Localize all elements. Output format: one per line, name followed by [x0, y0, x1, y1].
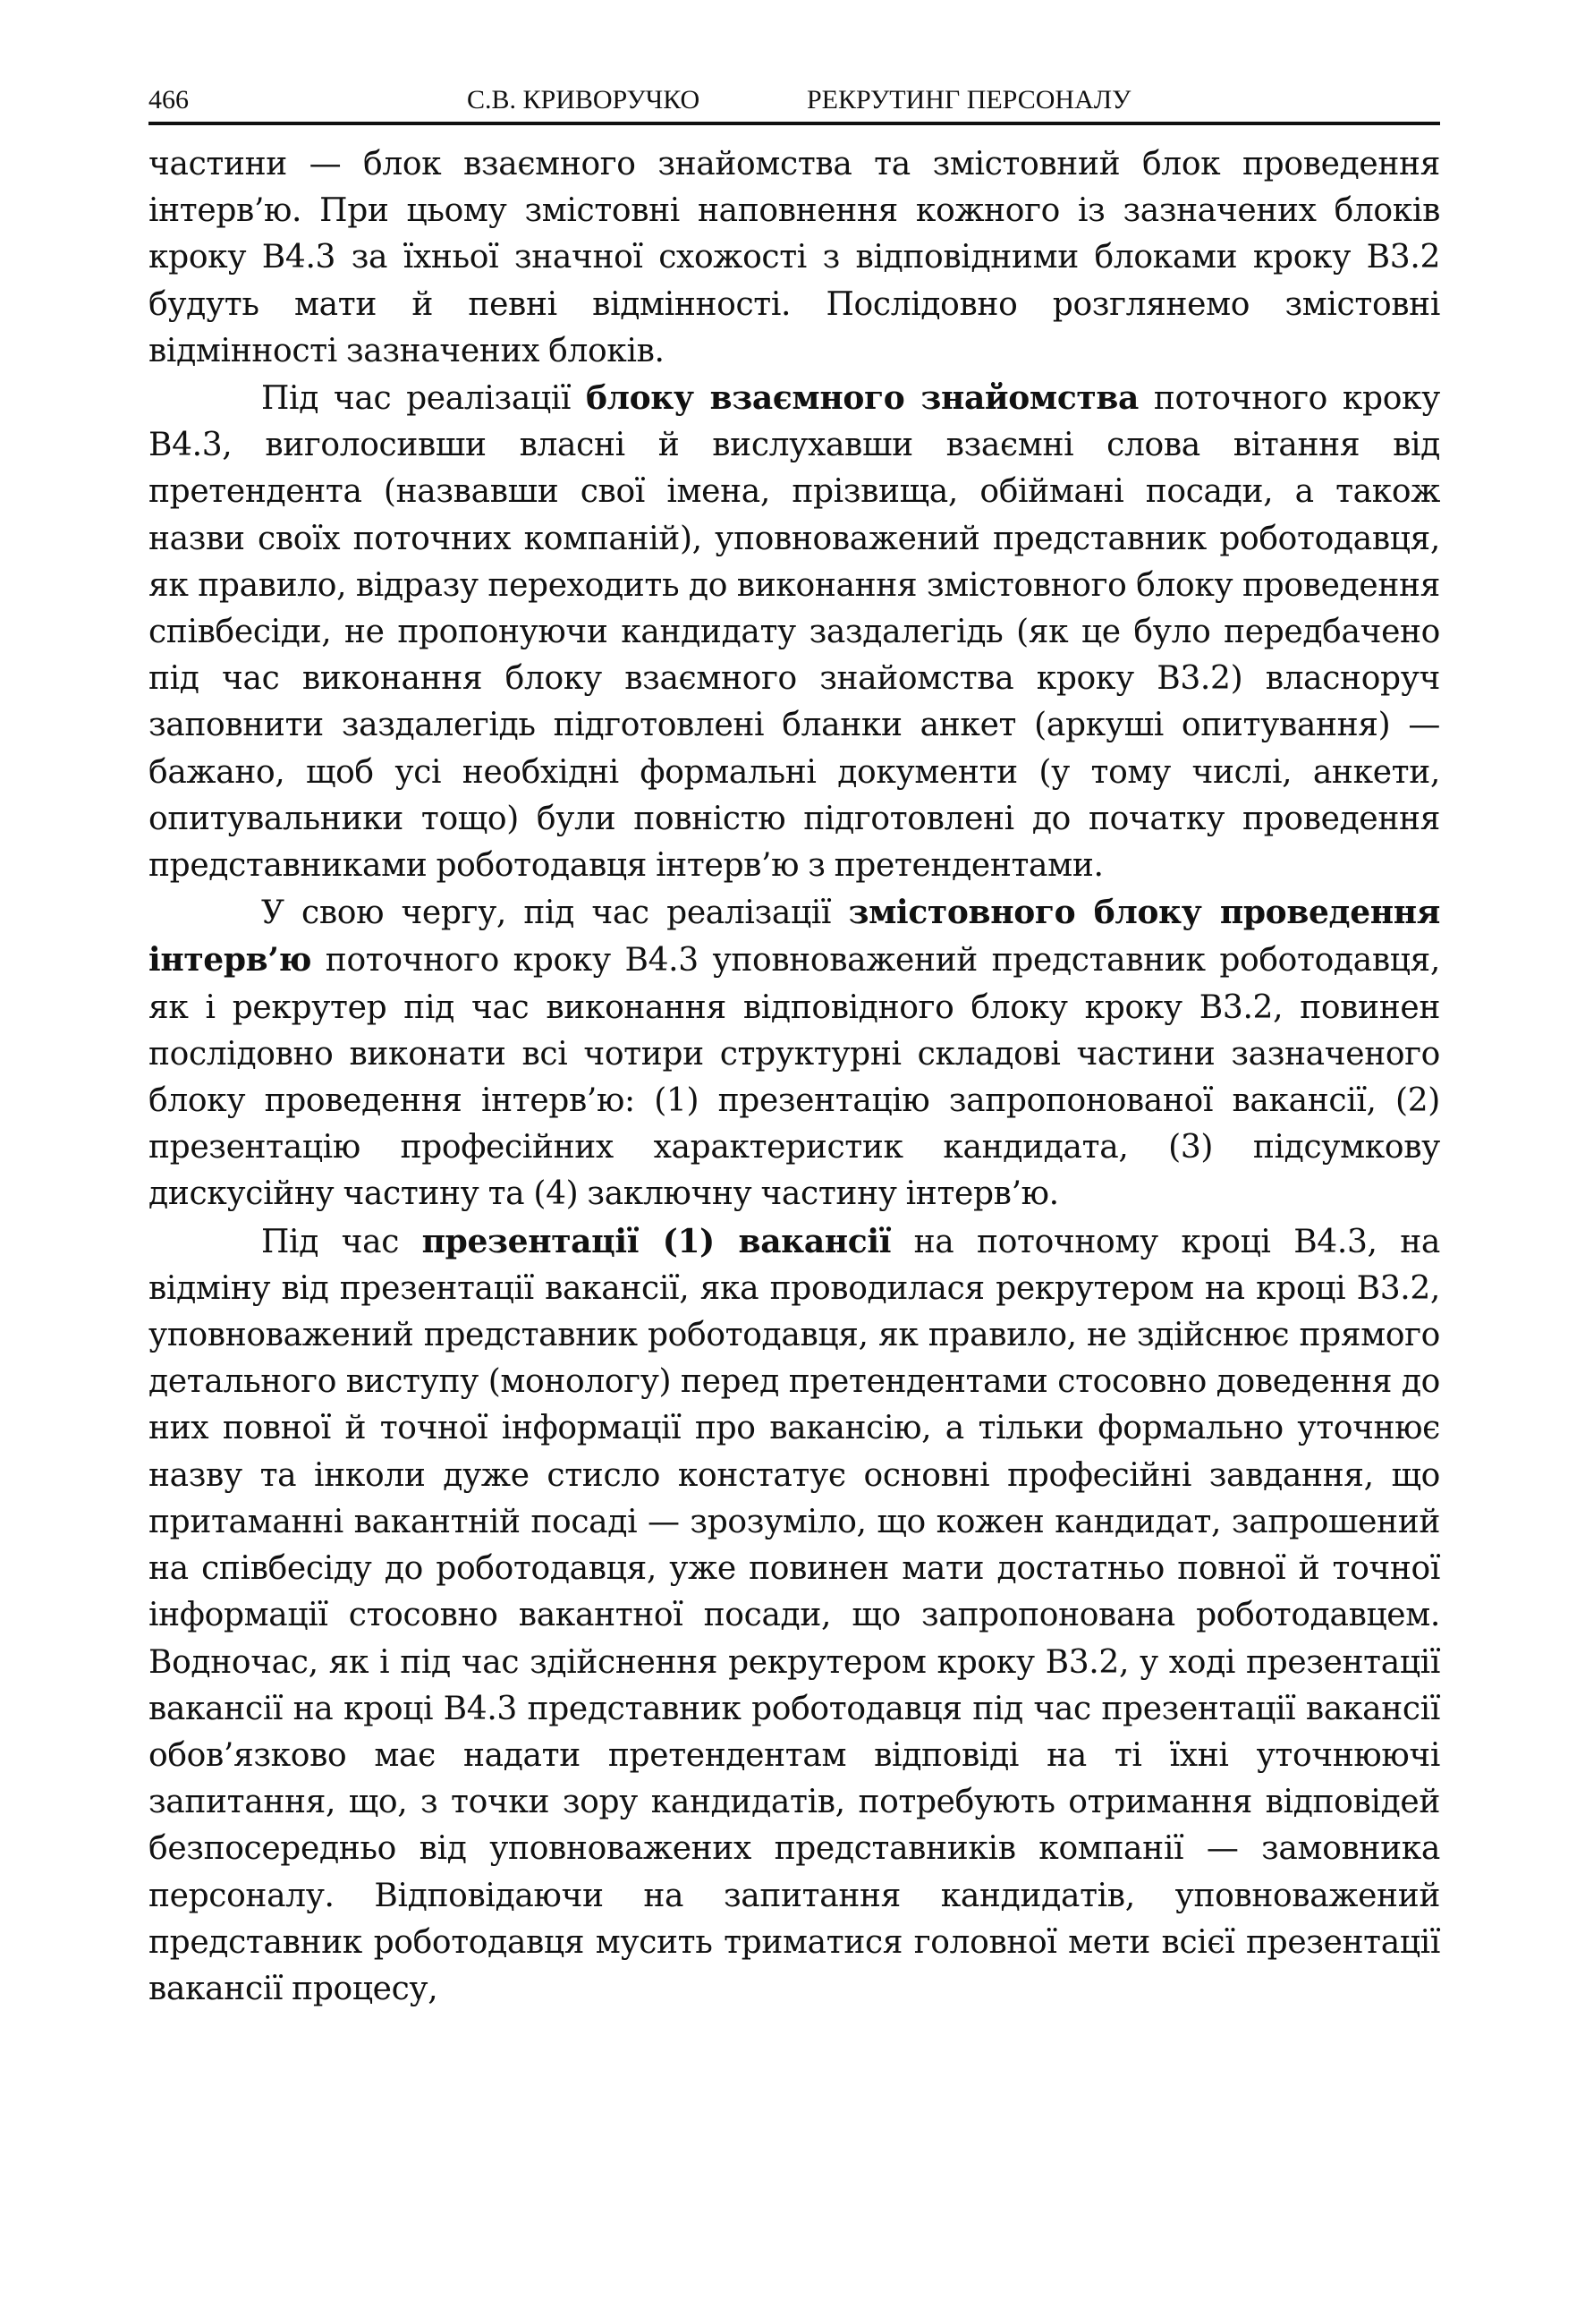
paragraph-text-rest: поточного кроку В4.3 уповноважений представник роботодавця, як і рекрутер під час виконання відповідного блоку кроку В3.2, повинен послідовно виконати всі чотири структурні складові частини зазначеного блоку проведення інтерв’ю: (1) презентацію запропонованої вакансії, (2) презентацію професійних характеристик кандидата, (3) підсумкову дискусійну частину та (4) заключну частину інтерв’ю.: [148, 942, 1440, 1213]
page-number: 466: [148, 85, 189, 115]
paragraph-text-rest: на поточному кроці В4.3, на відміну від презентації вакансії, яка проводилася рекрутером на кроці В3.2, уповноважений представник роботодавця, як правило, не здійснює прямого детального виступу (монологу) перед претендентами стосовно доведення до них повної й точної інформації про вакансію, а тільки формально уточнює назву та інколи дуже стисло констатує основні професійні завдання, що притаманні вакантній посаді — зрозуміло, що кожен кандидат, запрошений на співбесіду до роботодавця, уже повинен мати достатньо повної й точної інформації стосовно вакантної посади, що запропонована роботодавцем. Водночас, як і під час здійснення рекрутером кроку В3.2, у ході презентації вакансії на кроці В4.3 представник роботодавця під час презентації вакансії обов’язково має надати претендентам відповіді на ті їхні уточнюючі запитання, що, з точки зору кандидатів, потребують отримання відповідей безпосередньо від уповноважених представників компанії — замовника персоналу. Відповідаючи на запитання кандидатів, уповноважений представник роботодавця мусить триматися головної мети всієї презентації вакансії процесу,: [148, 1223, 1440, 2007]
paragraph-text-lead: Під час реалізації: [261, 380, 586, 418]
book-page: [148, 79, 1440, 2013]
paragraph-text-lead: Під час: [261, 1223, 422, 1260]
paragraph-mutual-acquaintance: [148, 375, 1440, 889]
bold-term: змістовного блоку проведення інтерв’ю: [148, 894, 1440, 980]
paragraph-text: частини — блок взаємного знайомства та змістовний блок проведення інтерв’ю. При цьому змістовні наповнення кожного із зазначених блоків кроку В4.3 за їхньої значної схожості з відповідними блоками кроку В3.2 будуть мати й певні відмінності. Послідовно розглянемо змістовні відмінності зазначених блоків.: [148, 146, 1440, 369]
paragraph-text-rest: поточного кроку В4.3, виголосивши власні й вислухавши взаємні слова вітання від претендента (назвавши свої імена, прізвища, обіймані посади, а також назви своїх поточних компаній), уповноважений представник роботодавця, як правило, відразу переходить до виконання змістовного блоку проведення співбесіди, не пропонуючи кандидату заздалегідь (як це було передбачено під час виконання блоку взаємного знайомства кроку В3.2) власноруч заповнити заздалегідь підготовлені бланки анкет (аркуші опитування) — бажано, щоб усі необхідні формальні документи (у тому числі, анкети, опитувальники тощо) були повністю підготовлені до початку проведення представниками роботодавця інтерв’ю з претендентами.: [148, 380, 1441, 885]
paragraph-continuation: [148, 141, 1440, 375]
paragraph-content-block: [148, 889, 1440, 1217]
header-author: С.В. КРИВОРУЧКО: [467, 85, 700, 115]
header-book-title: РЕКРУТИНГ ПЕРСОНАЛУ: [807, 85, 1132, 115]
paragraph-text-lead: У свою чергу, під час реалізації: [261, 895, 849, 932]
bold-term: презентації (1) вакансії: [421, 1222, 892, 1260]
body-text: [148, 141, 1440, 2013]
paragraph-vacancy-presentation: [148, 1218, 1440, 2013]
bold-term: блоку взаємного знайомства: [585, 379, 1140, 418]
running-header: [148, 79, 1440, 125]
